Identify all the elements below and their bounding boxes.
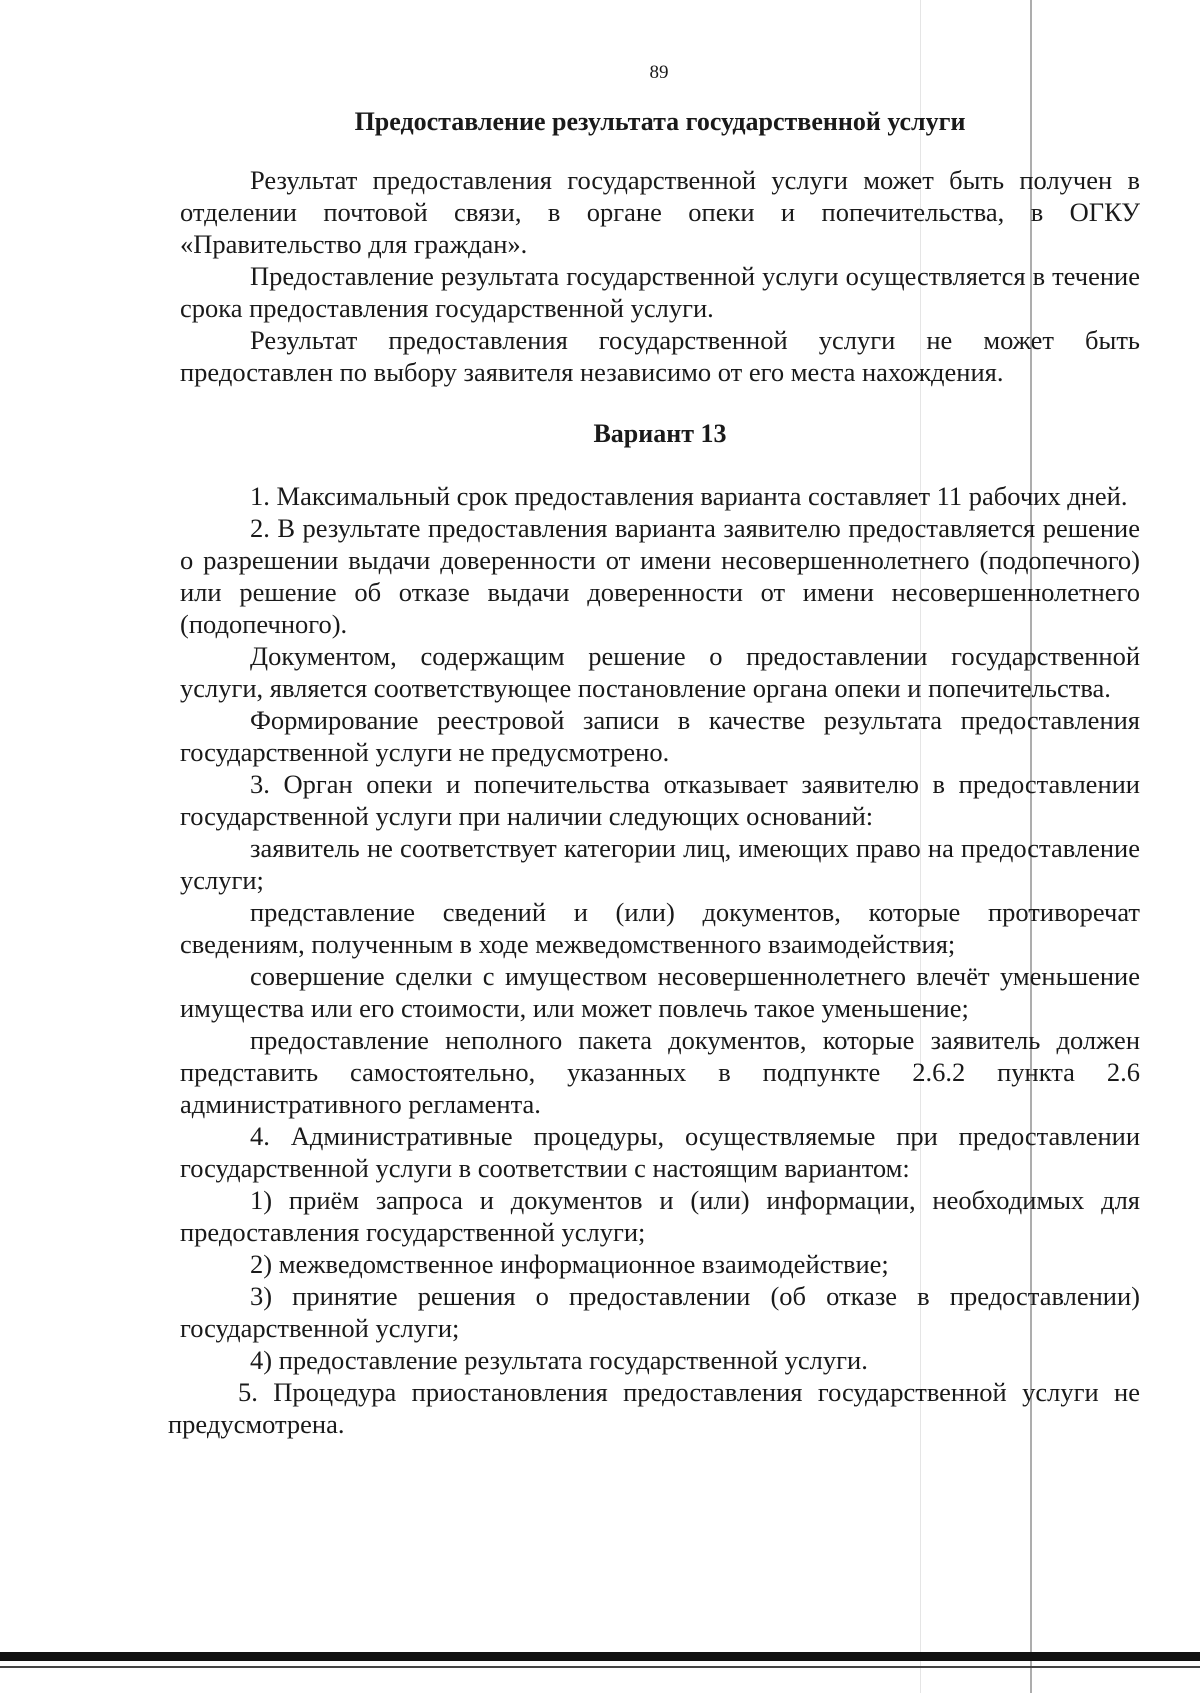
paragraph: Формирование реестровой записи в качестве результата предоставления государственной услуги не предусмотрено. [180, 705, 1140, 767]
list-item: заявитель не соответствует категории лиц, имеющих право на предоставление услуги; [180, 833, 1140, 895]
list-item: 4) предоставление результата государственной услуги. [250, 1345, 868, 1375]
section-title-variant: Вариант 13 [593, 419, 727, 448]
document-body [168, 100, 1140, 1440]
paragraph: Результат предоставления государственной услуги не может быть предоставлен по выбору заявителя независимо от его места нахождения. [180, 325, 1140, 387]
paragraph: 3. Орган опеки и попечительства отказывает заявителю в предоставлении государственной услуги при наличии следующих оснований: [180, 769, 1140, 831]
paragraph: 5. Процедура приостановления предоставления государственной услуги не предусмотрена. [168, 1377, 1140, 1439]
scan-bottom-border [0, 1652, 1200, 1661]
list-item: представление сведений и (или) документов, которые противоречат сведениям, полученным в ходе межведомственного взаимодействия; [180, 897, 1140, 959]
list-item: 1) приём запроса и документов и (или) информации, необходимых для предоставления государственной услуги; [180, 1185, 1140, 1247]
section-title-result: Предоставление результата государственной услуги [354, 107, 966, 136]
list-item: предоставление неполного пакета документов, которые заявитель должен представить самостоятельно, указанных в подпункте 2.6.2 пункта 2.6 административного регламента. [180, 1025, 1140, 1119]
list-item: 3) принятие решения о предоставлении (об отказе в предоставлении) государственной услуги; [180, 1281, 1140, 1343]
paragraph: Предоставление результата государственной услуги осуществляется в течение срока предоставления государственной услуги. [180, 261, 1140, 323]
paragraph: 1. Максимальный срок предоставления варианта составляет 11 рабочих дней. [250, 481, 1128, 511]
list-item: совершение сделки с имуществом несовершеннолетнего влечёт уменьшение имущества или его стоимости, или может повлечь такое уменьшение; [180, 961, 1140, 1023]
paragraph: Результат предоставления государственной услуги может быть получен в отделении почтовой связи, в органе опеки и попечительства, в ОГКУ «Правительство для граждан». [180, 165, 1140, 259]
paragraph: 2. В результате предоставления варианта заявителю предоставляется решение о разрешении выдачи доверенности от имени несовершеннолетнего (подопечного) или решение об отказе выдачи доверенности от имени несовершеннолетнего (подопечного). [180, 513, 1140, 639]
paragraph: 4. Административные процедуры, осуществляемые при предоставлении государственной услуги в соответствии с настоящим вариантом: [180, 1121, 1140, 1183]
paragraph: Документом, содержащим решение о предоставлении государственной услуги, является соответствующее постановление органа опеки и попечительства. [180, 641, 1140, 703]
list-item: 2) межведомственное информационное взаимодействие; [250, 1249, 889, 1279]
page-number: 89 [649, 62, 669, 83]
scan-bottom-border-thin [0, 1666, 1200, 1668]
